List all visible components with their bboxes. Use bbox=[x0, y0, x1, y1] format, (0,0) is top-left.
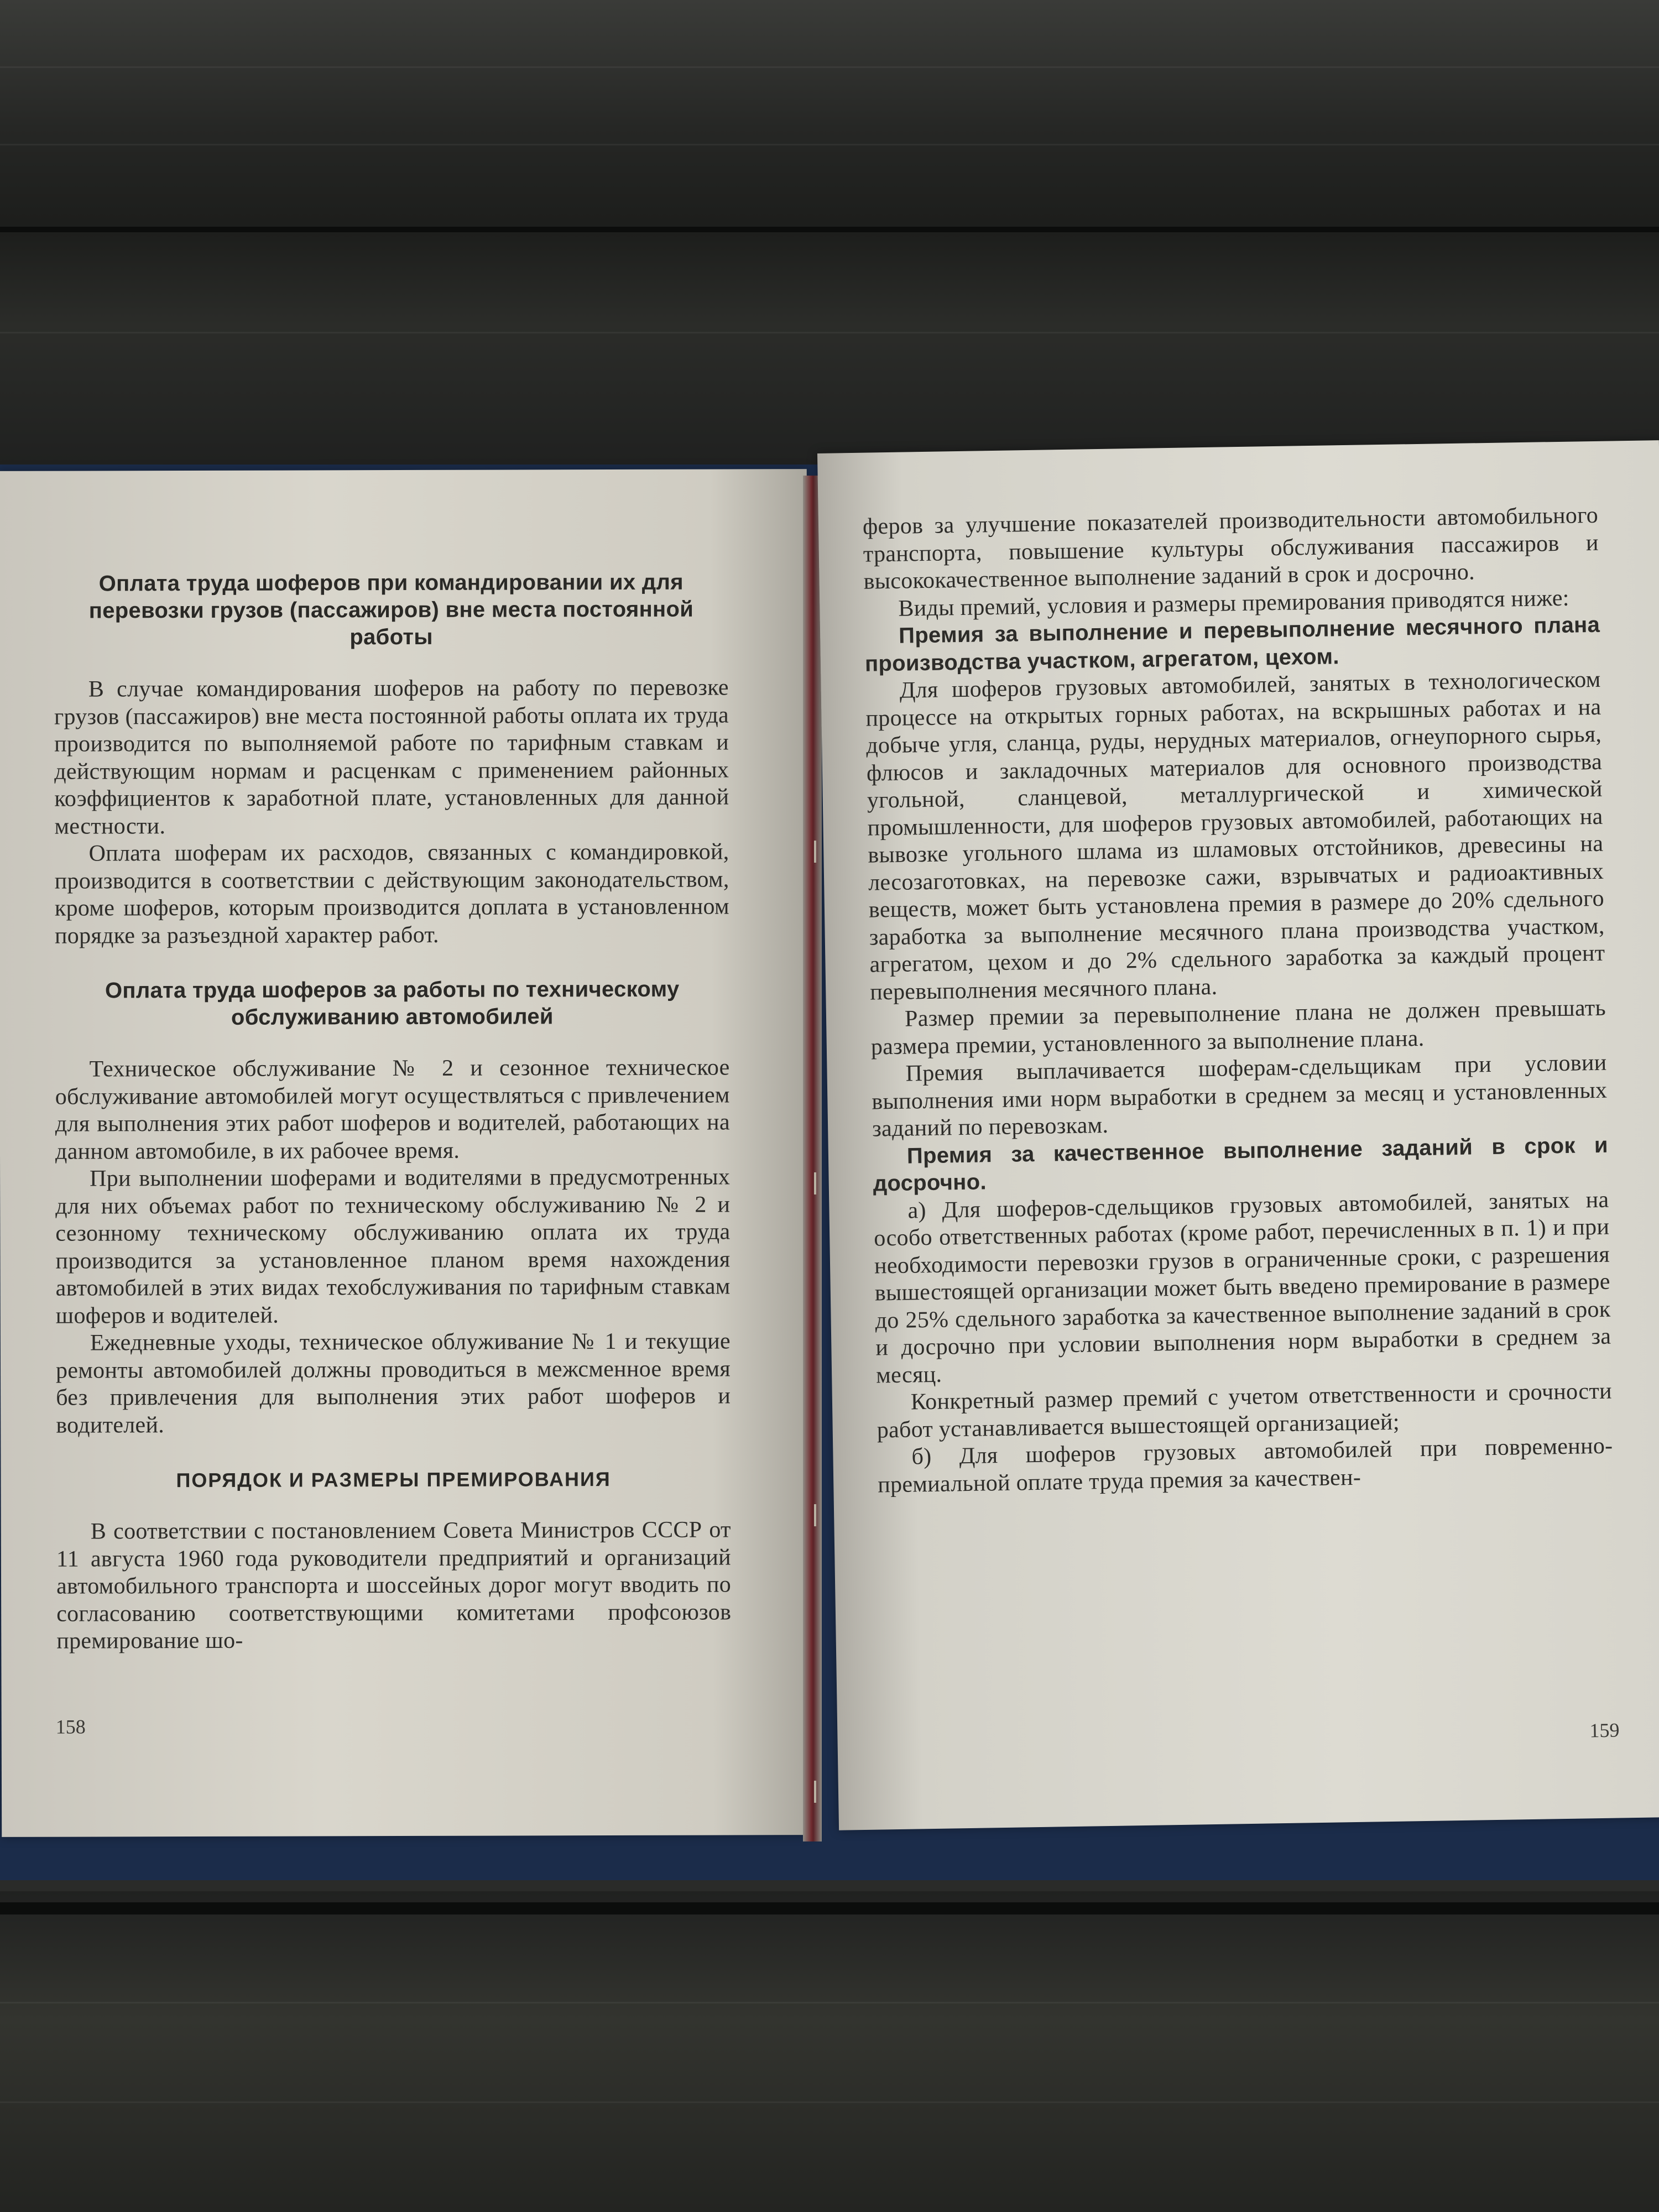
paragraph: Ежедневные уходы, техническое облуживание № 1 и текущие ремонты автомобилей должны проводиться в межсменное время без привлечения для выполнения этих работ шоферов и водителей. bbox=[55, 1328, 731, 1438]
paragraph: При выполнении шоферами и водителями в предусмотренных для них объемах работ по техническому обслуживанию № 2 и сезонному техническому обслуживанию оплата их труда производится за установленное планом время нахождения автомобилей в этих видах техобслуживания по тарифным ставкам шоферов и водителей. bbox=[55, 1164, 731, 1329]
paragraph: Размер премии за перевыполнение плана не должен превышать размера премии, установленного за выполнение плана. bbox=[870, 995, 1606, 1060]
section-heading: ПОРЯДОК И РАЗМЕРЫ ПРЕМИРОВАНИЯ bbox=[176, 1468, 611, 1492]
wood-plank-middle bbox=[0, 232, 1659, 465]
paragraph: а) Для шоферов-сдельщиков грузовых автомобилей, занятых на особо ответственных работах (кроме работ, перечисленных в п. 1) и при необходимости перевозки грузов в ограниченные сроки, с разрешения вышестоящей организации может быть введено премирование в размере до 25% сдельного заработка за качественное выполнение заданий в срок и досрочно при условии выполнения норм выработки в среднем за месяц. bbox=[873, 1187, 1611, 1389]
paragraph: Конкретный размер премий с учетом ответственности и срочности работ устанавливается вышестоящей организацией; bbox=[877, 1378, 1613, 1443]
paragraph: В соответствии с постановлением Совета Министров СССР от 11 августа 1960 года руководители предприятий и организаций автомобильного транспорта и шоссейных дорог могут вводить по согласованию соответствующими комитетами профсоюзов премирование шо- bbox=[56, 1517, 732, 1654]
left-page-text bbox=[54, 568, 731, 1655]
paragraph: феров за улучшение показателей производительности автомобильного транспорта, повышение культуры обслуживания пассажиров и высококачественное выполнение заданий в срок и досрочно. bbox=[862, 502, 1599, 594]
book-spine bbox=[803, 476, 822, 1841]
paragraph: Оплата шоферам их расходов, связанных с командировкой, производится в соответствии с действующим законодательством, кроме шоферов, которым производится доплата в установленном порядке за разъездной характер работ. bbox=[54, 839, 729, 949]
paragraph: Премия выплачивается шоферам-сдельщикам при условии выполнения ими норм выработки в среднем за месяц и установленных заданий по перевозкам. bbox=[872, 1050, 1608, 1142]
page-number: 159 bbox=[1589, 1719, 1620, 1742]
right-page-text bbox=[863, 502, 1614, 1499]
right-page bbox=[817, 440, 1659, 1830]
paragraph: Виды премий, условия и размеры премирования приводятся ниже: bbox=[898, 585, 1570, 622]
bold-heading: Премия за качественное выполнение заданий в срок и досрочно. bbox=[873, 1133, 1609, 1196]
paragraph: Для шоферов грузовых автомобилей, занятых в технологическом процессе на открытых горных работах, на вскрышных работах и на добыче угля, сланца, руды, нерудных материалов, огнеупорного сырья, флюсов и закладочных материалов для основного производства угольной, сланцевой, металлургической и химической промышленности, для шоферов грузовых автомобилей, работающих на вывозке угольного шлама из шламовых отстойников, древесины на лесозаготовках, на перевозке сажи, взрывчатых и радиоактивных веществ, может быть установлена премия в размере до 20% сдельного заработка за выполнение месячного плана производства участком, агрегатом, цехом и до 2% сдельного заработка за каждый процент перевыполнения месячного плана. bbox=[865, 666, 1605, 1005]
wood-plank-top bbox=[0, 0, 1659, 232]
bold-heading: Премия за выполнение и перевыполнение месячного плана производства участком, агрегатом, цехом. bbox=[864, 612, 1600, 676]
left-page bbox=[0, 469, 810, 1837]
paragraph: Техническое обслуживание № 2 и сезонное техническое обслуживание автомобилей могут осуществляться с привлечением для выполнения этих работ шоферов и водителей, работающих на данном автомобиле, в их рабочее время. bbox=[55, 1055, 730, 1165]
section-heading: Оплата труда шоферов за работы по техническому обслуживанию автомобилей bbox=[105, 977, 680, 1030]
wood-plank-bottom bbox=[0, 1891, 1659, 2212]
open-book bbox=[0, 453, 1659, 1902]
section-heading: Оплата труда шоферов при командировании их для перевозки грузов (пассажиров) вне места постоянной работы bbox=[88, 570, 694, 650]
paragraph: б) Для шоферов грузовых автомобилей при повременно-премиальной оплате труда премия за качествен- bbox=[877, 1433, 1613, 1498]
paragraph: В случае командирования шоферов на работу по перевозке грузов (пассажиров) вне места постоянной работы оплата их труда производится по выполняемой работе по тарифным ставкам и действующим нормам и расценкам с применением районных коэффициентов к заработной плате, установленных для данной местности. bbox=[54, 675, 729, 839]
page-number: 158 bbox=[55, 1715, 86, 1738]
wood-gap-lower bbox=[0, 1902, 1659, 1914]
